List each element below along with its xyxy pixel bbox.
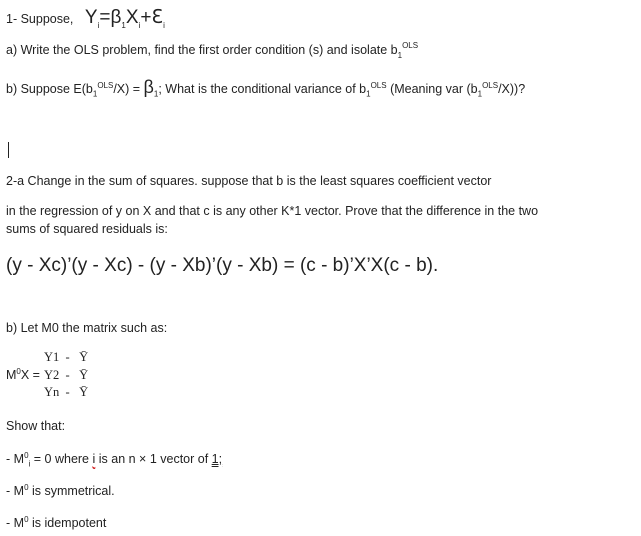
show-item-1: - $M^0_i = 0$ where i is an n × 1 vector of 1; <box>6 450 223 469</box>
q1-part-a: a) Write the OLS problem, find the first order condition (s) and isolate $b_1^{OLS}$ <box>6 41 419 60</box>
q2-part-b: b) Let M0 the matrix such as: <box>6 321 168 335</box>
q1-lead: 1- Suppose, <box>6 12 74 26</box>
text-cursor <box>8 142 9 158</box>
matrix-label: $M^0X$ = <box>6 366 40 382</box>
q2-part-a-line2: in the regression of y on X and that c is any other K*1 vector. Prove that the difference in the two <box>6 204 539 218</box>
q1-heading <box>6 6 165 30</box>
q1-model: $Y_i=\beta_1X_i+ℇ_i$ <box>84 7 165 30</box>
q2-part-a-line3: sums of squared residuals is: <box>6 222 168 236</box>
matrix-row: Y2 - Ȳ <box>44 368 89 382</box>
matrix-row: Y1 - Ȳ <box>44 350 89 364</box>
show-that-heading: Show that: <box>6 419 66 433</box>
show-item-3: - $M^0$ is idempotent <box>6 514 107 530</box>
q2-part-a-line1: 2-a Change in the sum of squares. suppose that b is the least squares coefficient vector <box>6 174 492 188</box>
show-item-2: - $M^0$ is symmetrical. <box>6 482 115 498</box>
q2-equation: (y - Xc)’(y - Xc) - (y - Xb)’(y - Xb) = (c - b)’X’X(c - b). <box>6 255 439 276</box>
matrix-row: Yn - Ȳ <box>44 385 89 399</box>
q1-part-b: b) Suppose $E(b_1^{OLS}/X) = \beta_1$; What is the conditional variance of $b_1^{OLS}$ (Meaning var $(b_1^{OLS}/X)$)? <box>6 77 526 99</box>
